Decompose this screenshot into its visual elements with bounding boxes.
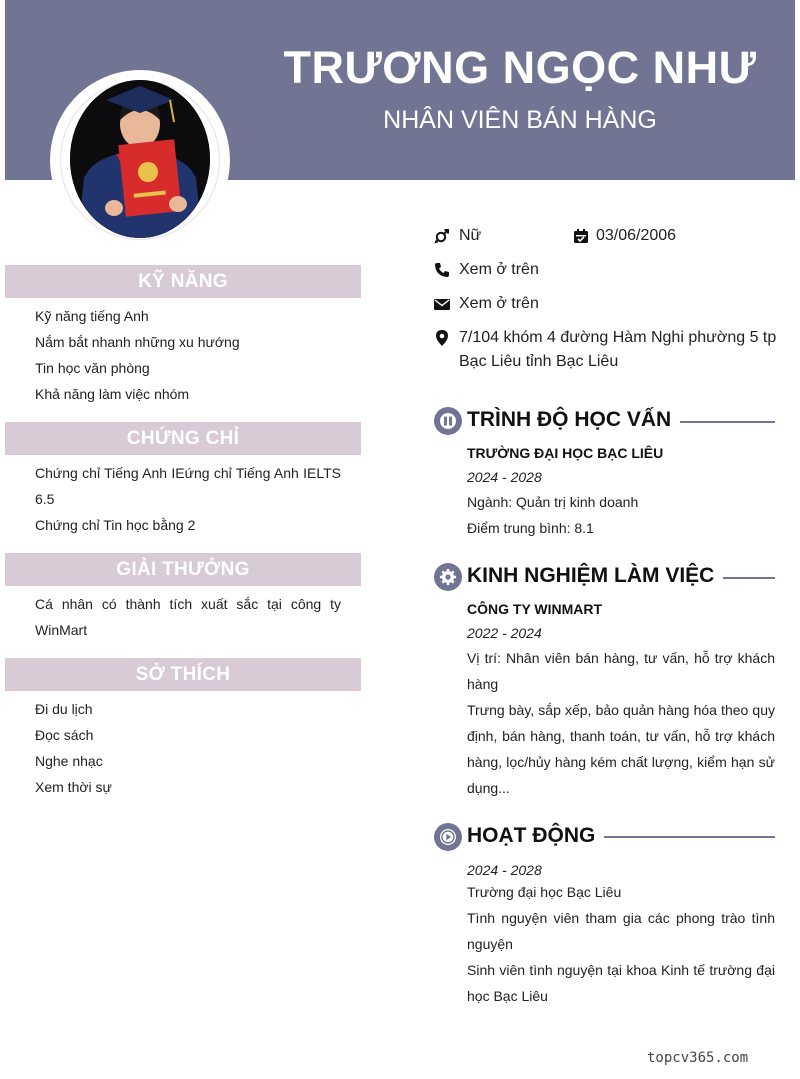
play-icon — [434, 823, 462, 851]
list-item: Đọc sách — [35, 727, 94, 743]
list-item: Khả năng làm việc nhóm — [35, 386, 190, 402]
skills-list — [35, 303, 341, 407]
section-header-hobbies: SỞ THÍCH — [5, 658, 361, 691]
candidate-name: TRƯƠNG NGỌC NHƯ — [283, 42, 757, 93]
calendar-icon — [573, 228, 589, 244]
experience-position: Vị trí: Nhân viên bán hàng, tư vấn, hỗ trợ khách hàng — [467, 650, 775, 692]
section-header-education: TRÌNH ĐỘ HỌC VẤN — [467, 408, 680, 432]
list-item: Xem thời sự — [35, 779, 112, 795]
section-header-activities: HOẠT ĐỘNG — [467, 824, 604, 848]
birthday-value: 03/06/2006 — [596, 227, 677, 244]
experience-company: CÔNG TY WINMART — [467, 601, 603, 617]
gear-icon — [434, 563, 462, 591]
avatar — [70, 80, 210, 238]
list-item: Chứng chỉ Tiếng Anh IEứng chỉ Tiếng Anh IELTS 6.5 — [35, 465, 341, 507]
experience-period: 2022 - 2024 — [467, 625, 542, 641]
list-item: Đi du lịch — [35, 701, 93, 717]
job-title: NHÂN VIÊN BÁN HÀNG — [383, 106, 657, 134]
education-major: Ngành: Quản trị kinh doanh — [467, 494, 639, 510]
footer-watermark: topcv365.com — [647, 1050, 749, 1066]
envelope-icon — [434, 296, 450, 312]
graduate-photo-illustration — [70, 80, 210, 238]
phone-value: Xem ở trên — [459, 261, 539, 278]
map-pin-icon — [434, 330, 450, 346]
gender-value: Nữ — [459, 227, 482, 244]
education-details — [467, 489, 775, 541]
list-item: Kỹ năng tiếng Anh — [35, 308, 149, 324]
section-header-awards: GIẢI THƯỞNG — [5, 553, 361, 586]
education-period: 2024 - 2028 — [467, 469, 542, 485]
phone-icon — [434, 262, 450, 278]
contact-email — [434, 292, 539, 316]
activities-item: Sinh viên tình nguyện tại khoa Kinh tế trường đại học Bạc Liêu — [467, 962, 775, 1004]
list-item: Nắm bắt nhanh những xu hướng — [35, 334, 240, 350]
experience-details — [467, 645, 775, 801]
section-header-experience: KINH NGHIỆM LÀM VIỆC — [467, 564, 723, 588]
section-divider-line — [580, 836, 775, 838]
education-gpa: Điểm trung bình: 8.1 — [467, 520, 594, 536]
contact-birthday — [573, 224, 676, 248]
education-school: TRƯỜNG ĐẠI HỌC BẠC LIÊU — [467, 445, 664, 461]
activities-item: Tình nguyện viên tham gia các phong trào tình nguyện — [467, 910, 775, 952]
address-value: 7/104 khóm 4 đường Hàm Nghi phường 5 tp Bạc Liêu tỉnh Bạc Liêu — [459, 329, 777, 370]
email-value: Xem ở trên — [459, 295, 539, 312]
section-header-certificates: CHỨNG CHỈ — [5, 422, 361, 455]
contact-phone — [434, 258, 539, 282]
book-icon — [434, 407, 462, 435]
contact-address — [434, 326, 779, 374]
section-header-skills: KỸ NĂNG — [5, 265, 361, 298]
activities-details — [467, 880, 775, 1009]
certificates-list — [35, 460, 341, 538]
gender-icon — [434, 228, 450, 244]
contact-gender — [434, 224, 481, 248]
activities-period: 2024 - 2028 — [467, 862, 542, 878]
awards-text: Cá nhân có thành tích xuất sắc tại công ty WinMart — [35, 596, 341, 638]
list-item: Chứng chỉ Tin học bằng 2 — [35, 517, 196, 533]
experience-description: Trưng bày, sắp xếp, bảo quản hàng hóa theo quy định, bán hàng, thanh toán, tư vấn, hỗ trợ khách hàng, lọc/hủy hàng kém chất lượng, kiểm hạn sử dụng... — [467, 702, 775, 796]
list-item: Nghe nhạc — [35, 753, 103, 769]
list-item: Tin học văn phòng — [35, 360, 150, 376]
activities-organization: Trường đại học Bạc Liêu — [467, 884, 622, 900]
hobbies-list — [35, 696, 341, 800]
